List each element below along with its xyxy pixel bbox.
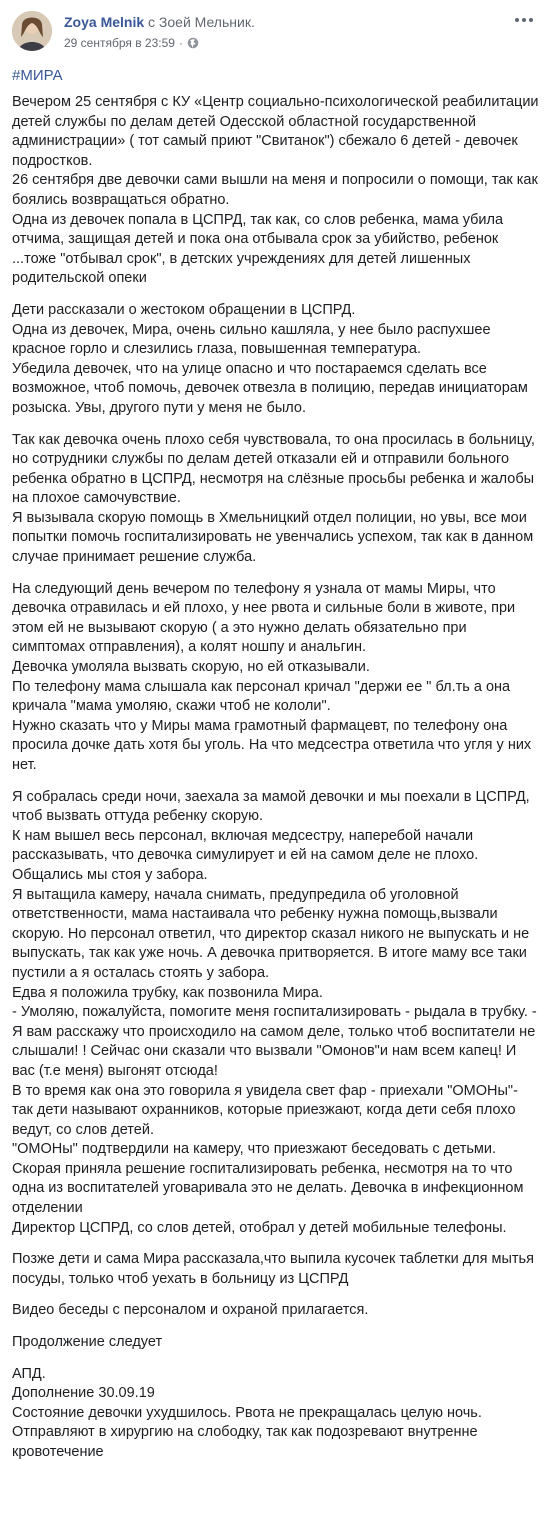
post-text-line: Директор ЦСПРД, со слов детей, отобрал у детей мобильные телефоны.: [12, 1219, 507, 1236]
post-text-line: Скорая приняла решение госпитализировать ребенка, несмотря на то что одна из воспитателей уговаривала это не делать. Девочка в инфекционном отделении: [12, 1160, 524, 1217]
tagged-person-link[interactable]: Зоей Мельник.: [158, 14, 255, 30]
post-paragraph: [12, 788, 540, 1239]
post-paragraph: [12, 431, 540, 568]
meta-separator: ·: [178, 36, 183, 50]
post-text-line: Я вызывала скорую помощь в Хмельницкий отдел полиции, но увы, все мои попытки помочь госпитализировать не увенчались успехом, так как в данном случае принимает решение служба.: [12, 509, 534, 566]
post-paragraph: [12, 93, 540, 289]
post-text-line: Дети рассказали о жестоком обращении в ЦСПРД.: [12, 301, 356, 318]
post-text-line: Я вытащила камеру, начала снимать, предупредила об уголовной ответственности, мама настаивала что ребенку нужна помощь,вызвали скорую. Но персонал ответил, что директор сказал никого не выпускать и не выпускать, так как уже ночь. А девочка притворяется. В итоге маму все таки пустили а я осталась стоять у забора.: [12, 886, 530, 981]
post-text: [12, 93, 540, 1463]
more-dot: [529, 18, 533, 22]
post-text-line: Одна из девочек, Мира, очень сильно кашляла, у нее было распухшее красное горло и слезились глаза, повышенная температура.: [12, 321, 491, 358]
hashtag-link[interactable]: #МИРА: [12, 67, 63, 84]
post-paragraph: [12, 1301, 540, 1321]
post-text-line: "ОМОНы" подтвердили на камеру, что приезжают беседовать с детьми.: [12, 1141, 497, 1158]
author-avatar[interactable]: [12, 11, 52, 51]
post-text-line: На следующий день вечером по телефону я узнала от мамы Миры, что девочка отравилась и ей плохо, у нее рвота и сильные боли в животе, при этом ей не вызывают скорую ( а это нужно делать обязательно при симптомах отправления), а колят ношпу и анальгин.: [12, 580, 516, 656]
post-text-line: Одна из девочек попала в ЦСПРД, так как, со слов ребенка, мама убила отчима, защищая детей и пока она отбывала срок за убийство, ребенок ...тоже "отбывал срок", в детских учреждениях для детей лишенных родительской опеки: [12, 211, 504, 287]
avatar-photo-icon: [12, 11, 52, 51]
more-horizontal-icon: [515, 18, 519, 22]
post-text-line: 26 сентября две девочки сами вышли на меня и попросили о помощи, так как боялись возвращаться обратно.: [12, 172, 538, 208]
post-text-line: АПД.: [12, 1365, 46, 1382]
post-text-line: Позже дети и сама Мира рассказала,что выпила кусочек таблетки для мытья посуды, только чтоб уехать в больницу из ЦСПРД: [12, 1251, 534, 1287]
author-line: [64, 13, 255, 31]
post-text-line: Вечером 25 сентября с КУ «Центр социально-психологической реабилитации детей службы по делам детей Одесской областной государственной администрации» ( тот самый приют "Свитанок") сбежало 6 детей - девочек подростков.: [12, 94, 539, 169]
post-text-line: Едва я положила трубку, как позвонила Мира.: [12, 984, 323, 1001]
author-name-link[interactable]: Zoya Melnik: [64, 14, 145, 30]
post-text-line: Видео беседы с персоналом и охраной прилагается.: [12, 1302, 369, 1319]
post-text-line: В то время как она это говорила я увидела свет фар - приехали "ОМОНы"- так дети называют охранников, которые приезжают, когда дети себя плохо ведут, со слов детей.: [12, 1082, 518, 1138]
post-text-line: Состояние девочки ухудшилось. Рвота не прекращалась целую ночь. Отправляют в хирургию на слободку, так как подозревают внутренне кровотечение: [12, 1404, 482, 1460]
with-prefix: с: [148, 14, 156, 30]
post-text-line: Дополнение 30.09.19: [12, 1385, 155, 1402]
post-text-line: - Умоляю, пожалуйста, помогите меня госпитализировать - рыдала в трубку. - Я вам расскажу что происходило на самом деле, только чтоб воспитатели не слышали! ! Сейчас они сказали что вызвали "Омонов"и нам всем капец! И вас (т.е меня) выгонят отсюда!: [12, 1004, 537, 1079]
globe-icon[interactable]: [187, 37, 199, 49]
post-text-line: Так как девочка очень плохо себя чувствовала, то она просилась в больницу, но сотрудники службы по делам детей отказали ей и отправили больного ребенка обратно в ЦСПРД, несмотря на слёзные просьбы ребенка и жалобы на плохое самочувствие.: [12, 431, 535, 507]
post-text-line: К нам вышел весь персонал, включая медсестру, наперебой начали рассказывать, что девочка симулирует и ей на самом деле не плохо. Общались мы стоя у забора.: [12, 827, 479, 883]
post-paragraph: [12, 301, 540, 419]
post-text-line: По телефону мама слышала как персонал кричал "держи ее " бл.ть а она кричала "мама умоляю, скажи чтоб не кололи".: [12, 678, 511, 715]
post-paragraph: [12, 1250, 540, 1289]
post-paragraph: [12, 1333, 540, 1353]
post-text-line: Девочка умоляла вызвать скорую, но ей отказывали.: [12, 659, 370, 676]
more-dot: [522, 18, 526, 22]
post-text-line: Убедила девочек, что на улице опасно и что постараемся сделать все возможное, чтоб помочь, девочек отвезла в полицию, передав инициаторам розыска. Увы, другого пути у меня не было.: [12, 360, 528, 416]
post-text-line: Продолжение следует: [12, 1334, 163, 1351]
more-options-button[interactable]: [511, 10, 537, 30]
post-timestamp-link[interactable]: 29 сентября в 23:59: [64, 36, 175, 50]
post-meta: [64, 35, 199, 51]
post-paragraph: [12, 580, 540, 776]
post-paragraph: [12, 1365, 540, 1463]
post-text-line: Я собралась среди ночи, заехала за мамой девочки и мы поехали в ЦСПРД, чтоб вызвать оттуда ребенку скорую.: [12, 788, 530, 825]
post-text-line: Нужно сказать что у Миры мама грамотный фармацевт, по телефону она просила дочке дать хотя бы уголь. На что медсестра ответила что угля у них нет.: [12, 717, 532, 773]
post-header: [0, 0, 547, 62]
